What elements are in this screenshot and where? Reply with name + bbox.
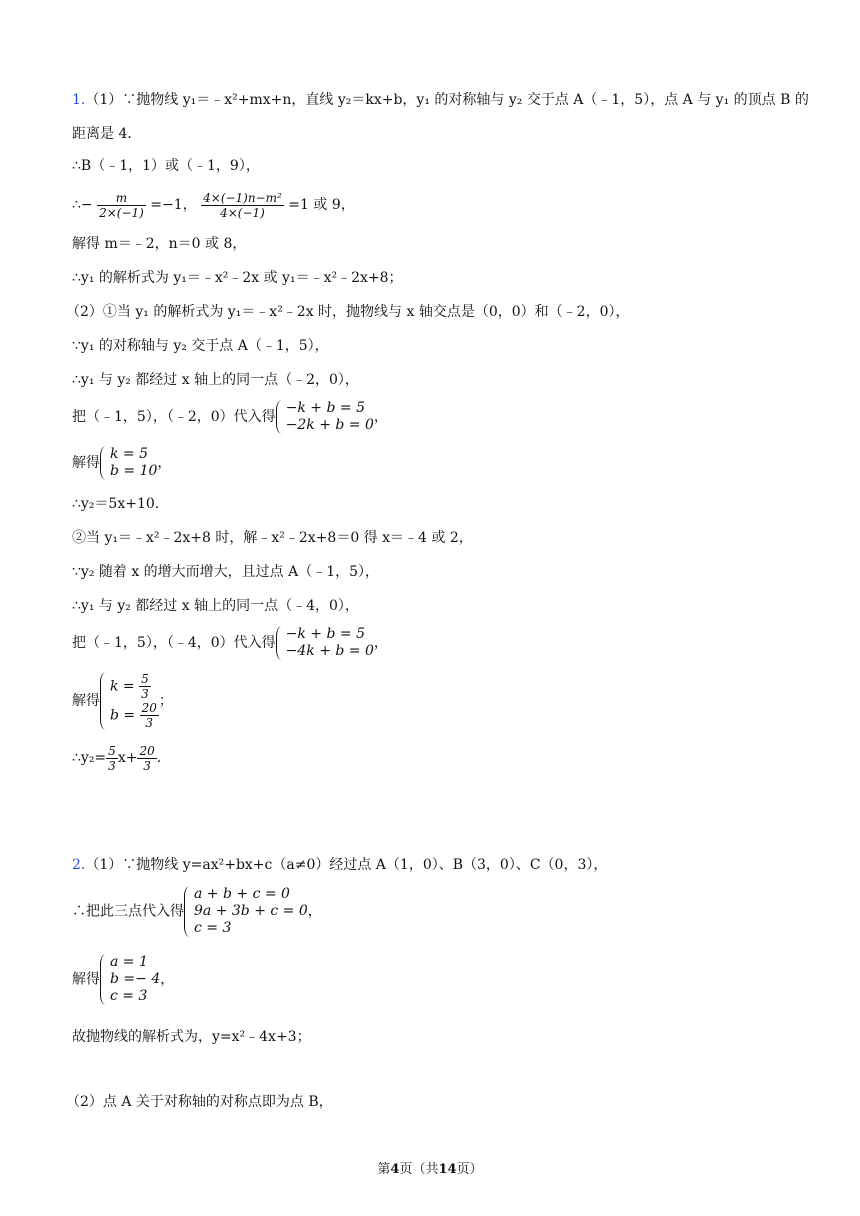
q1-line-2: 距离是 4．	[72, 126, 142, 142]
q2-line-2: ∴把此三点代入得 a + b + c = 0 9a + 3b + c = 0 c = 3 ，	[72, 886, 322, 936]
q1-line-1: 1.（1）∵抛物线 y₁＝﹣x²+mx+n，直线 y₂＝kx+b，y₁ 的对称轴与 y₂ 交于点 A（﹣1，5），点 A 与 y₁ 的顶点 B 的	[72, 92, 809, 108]
q1-line-5: 解得 m＝﹣2，n＝0 或 8，	[72, 236, 247, 252]
q1-line-3: ∴B（﹣1，1）或（﹣1，9），	[72, 158, 260, 174]
solution-system-3: a = 1 b =− 4 c = 3	[100, 954, 160, 1005]
q1-line-6: ∴y₁ 的解析式为 y₁＝﹣x²﹣2x 或 y₁＝﹣x²﹣2x+8；	[72, 270, 403, 286]
q2-line-3: 解得 a = 1 b =− 4 c = 3 ，	[72, 954, 175, 1004]
q2-line-1: 2.（1）∵抛物线 y=ax²+bx+c（a≠0）经过点 A（1，0）、B（3，0）、C（0，3），	[72, 857, 608, 873]
equation-system-3: a + b + c = 0 9a + 3b + c = 0 c = 3	[184, 886, 308, 937]
solution-system-1: k = 5 b = 10	[100, 446, 157, 480]
fraction-vertex: $\frac{\text{4×(−1)n−m²}}{4\times(-1)}$	[203, 190, 282, 220]
q1-number: 1.	[72, 92, 86, 108]
q2-number: 2.	[72, 857, 86, 873]
fraction-m: $\frac{m}{2\times(-1)}$	[99, 190, 144, 220]
equation-system-1: −k + b = 5 −2k + b = 0	[276, 400, 374, 434]
q1-line-17: 解得 k = $\frac{5}{3}$ b = $\frac{20}{3}$ ；	[72, 672, 173, 730]
solution-system-2: k = $\frac{5}{3}$ b = $\frac{20}{3}$	[100, 672, 159, 730]
q1-line-15: ∴y₁ 与 y₂ 都经过 x 轴上的同一点（﹣4，0），	[72, 598, 359, 614]
q1-line-11: 解得 k = 5 b = 10 ，	[72, 446, 172, 479]
q1-line-18: ∴y₂= $\frac{5}{3}$ x+ $\frac{20}{3}$ .	[72, 743, 162, 773]
page-footer: 第4页（共14页）	[377, 1162, 483, 1177]
q2-line-4: 故抛物线的解析式为，y=x²﹣4x+3；	[72, 1029, 311, 1045]
equation-system-2: −k + b = 5 −4k + b = 0	[276, 626, 374, 660]
q2-line-5: （2）点 A 关于对称轴的对称点即为点 B，	[66, 1094, 333, 1110]
q1-line-10: 把（﹣1，5），（﹣2，0）代入得 −k + b = 5 −2k + b = 0 ，	[72, 400, 388, 433]
q1-line-12: ∴y₂＝5x+10．	[72, 496, 169, 512]
q1-line-8: ∵y₁ 的对称轴与 y₂ 交于点 A（﹣1，5），	[72, 338, 329, 354]
page-number: 4	[390, 1162, 400, 1177]
q1-line-13: ②当 y₁＝﹣x²﹣2x+8 时，解﹣x²﹣2x+8＝0 得 x＝﹣4 或 2，	[72, 530, 473, 546]
q1-line-4: ∴− $\frac{m}{2\times(-1)}$ =−1， $\frac{\text{4×(−1)n−m²}}{4\times(-1)}$ =1 或 9，	[72, 190, 355, 220]
q1-line-16: 把（﹣1，5），（﹣4，0）代入得 −k + b = 5 −4k + b = 0 ，	[72, 626, 388, 659]
page-total: 14	[438, 1162, 457, 1177]
q1-line-7: （2）①当 y₁ 的解析式为 y₁＝﹣x²﹣2x 时，抛物线与 x 轴交点是（0，0）和（﹣2，0），	[66, 304, 630, 320]
q1-line-14: ∵y₂ 随着 x 的增大而增大，且过点 A（﹣1，5），	[72, 564, 380, 580]
q1-line-9: ∴y₁ 与 y₂ 都经过 x 轴上的同一点（﹣2，0），	[72, 372, 359, 388]
